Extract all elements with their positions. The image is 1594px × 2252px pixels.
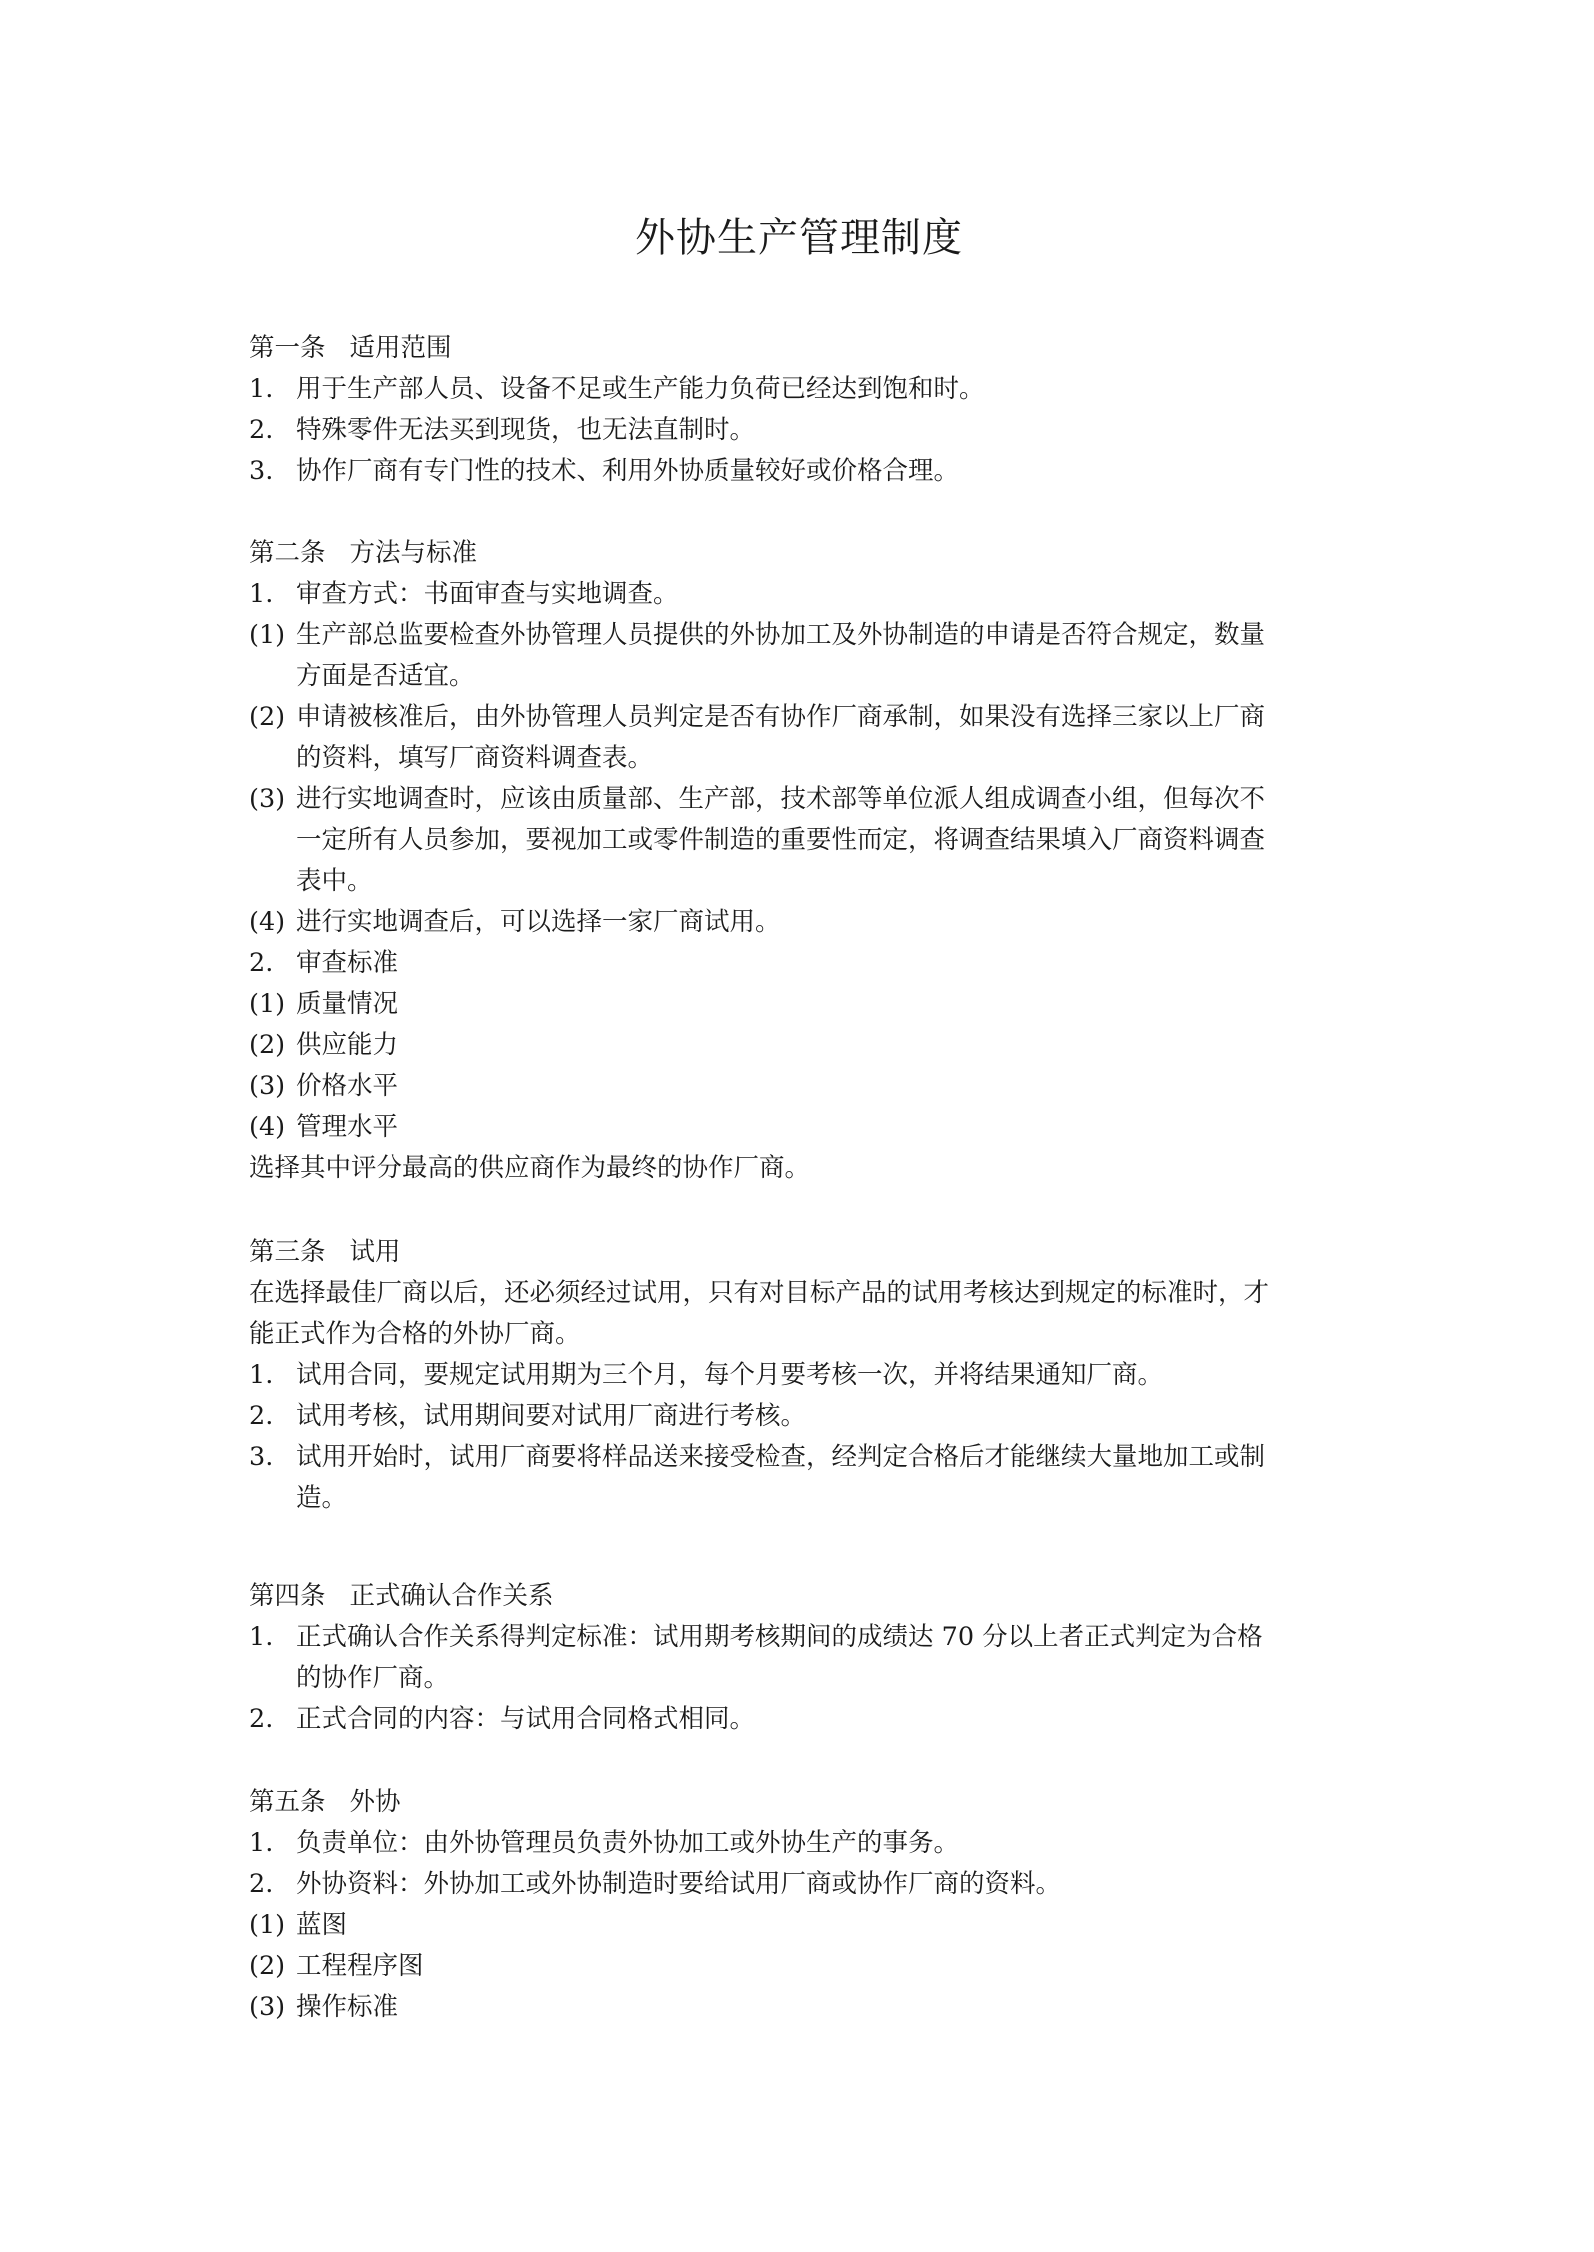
list-marker: (3) xyxy=(249,784,286,814)
list-item-continuation xyxy=(249,1478,1369,1519)
line-text: 申请被核准后，由外协管理人员判定是否有协作厂商承制，如果没有选择三家以上厂商 xyxy=(296,702,1266,732)
list-marker: 3. xyxy=(249,456,274,486)
line-text: 工程程序图 xyxy=(296,1951,424,1981)
list-item xyxy=(249,1396,1369,1437)
line-text: 选择其中评分最高的供应商作为最终的协作厂商。 xyxy=(249,1153,811,1183)
line-text: 供应能力 xyxy=(296,1030,399,1060)
article-3 xyxy=(249,1232,1369,1519)
line-text: 外协资料：外协加工或外协制造时要给试用厂商或协作厂商的资料。 xyxy=(296,1869,1062,1899)
list-marker: (3) xyxy=(249,1071,286,1101)
line-text: 能正式作为合格的外协厂商。 xyxy=(249,1319,581,1349)
article-5 xyxy=(249,1782,1369,2028)
article-heading-text: 方法与标准 xyxy=(349,538,478,568)
list-marker: (4) xyxy=(249,1112,286,1142)
line-text: 负责单位：由外协管理员负责外协加工或外协生产的事务。 xyxy=(296,1828,960,1858)
list-marker: (3) xyxy=(249,1992,286,2022)
line-text: 生产部总监要检查外协管理人员提供的外协加工及外协制造的申请是否符合规定，数量 xyxy=(296,620,1266,650)
line-text: 审查方式：书面审查与实地调查。 xyxy=(296,579,679,609)
list-item xyxy=(249,779,1369,820)
line-text: 蓝图 xyxy=(296,1910,348,1940)
line-text: 试用合同，要规定试用期为三个月，每个月要考核一次，并将结果通知厂商。 xyxy=(296,1360,1164,1390)
list-marker: (2) xyxy=(249,1030,286,1060)
article-heading-text: 正式确认合作关系 xyxy=(349,1581,554,1611)
list-marker: (1) xyxy=(249,620,286,650)
line-text: 正式合同的内容：与试用合同格式相同。 xyxy=(296,1704,756,1734)
list-item xyxy=(249,410,1369,451)
list-item-continuation xyxy=(249,820,1369,861)
line-text: 操作标准 xyxy=(296,1992,399,2022)
list-marker: 2. xyxy=(249,948,274,978)
list-item-continuation xyxy=(249,738,1369,779)
list-marker: 3. xyxy=(249,1442,274,1472)
article-heading xyxy=(249,328,1369,369)
list-item xyxy=(249,1946,1369,1987)
list-marker: (2) xyxy=(249,1951,286,1981)
line-text: 试用考核，试用期间要对试用厂商进行考核。 xyxy=(296,1401,807,1431)
list-item xyxy=(249,369,1369,410)
line-text: 在选择最佳厂商以后，还必须经过试用，只有对目标产品的试用考核达到规定的标准时，才 xyxy=(249,1278,1270,1308)
list-marker: (4) xyxy=(249,907,286,937)
list-item xyxy=(249,1107,1369,1148)
list-item xyxy=(249,984,1369,1025)
article-1 xyxy=(249,328,1369,492)
article-number: 第五条 xyxy=(249,1787,326,1817)
line-text: 一定所有人员参加，要视加工或零件制造的重要性而定，将调查结果填入厂商资料调查 xyxy=(296,825,1266,855)
list-item xyxy=(249,451,1369,492)
article-number: 第三条 xyxy=(249,1237,326,1267)
line-text: 造。 xyxy=(296,1483,348,1513)
article-heading-text: 试用 xyxy=(349,1237,401,1267)
list-item xyxy=(249,1066,1369,1107)
article-2 xyxy=(249,533,1369,1189)
list-marker: (1) xyxy=(249,989,286,1019)
article-number: 第四条 xyxy=(249,1581,326,1611)
article-heading xyxy=(249,1782,1369,1823)
line-text: 质量情况 xyxy=(296,989,399,1019)
article-heading-text: 外协 xyxy=(349,1787,401,1817)
article-heading xyxy=(249,1576,1369,1617)
list-item-continuation xyxy=(249,656,1369,697)
paragraph-line xyxy=(249,1148,1369,1189)
article-heading xyxy=(249,533,1369,574)
article-number: 第一条 xyxy=(249,333,326,363)
line-text: 正式确认合作关系得判定标准：试用期考核期间的成绩达 70 分以上者正式判定为合格 xyxy=(296,1622,1263,1652)
list-marker: 2. xyxy=(249,1401,274,1431)
article-heading-text: 适用范围 xyxy=(349,333,452,363)
list-item xyxy=(249,574,1369,615)
line-text: 特殊零件无法买到现货，也无法直制时。 xyxy=(296,415,756,445)
line-text: 方面是否适宜。 xyxy=(296,661,475,691)
list-marker: 1. xyxy=(249,374,274,404)
line-text: 的资料，填写厂商资料调查表。 xyxy=(296,743,654,773)
article-4 xyxy=(249,1576,1369,1740)
list-marker: 1. xyxy=(249,1828,274,1858)
list-item xyxy=(249,1437,1369,1478)
line-text: 价格水平 xyxy=(296,1071,399,1101)
paragraph-line xyxy=(249,1273,1369,1314)
line-text: 试用开始时，试用厂商要将样品送来接受检查，经判定合格后才能继续大量地加工或制 xyxy=(296,1442,1266,1472)
list-item xyxy=(249,902,1369,943)
list-item xyxy=(249,615,1369,656)
line-text: 的协作厂商。 xyxy=(296,1663,450,1693)
line-text: 进行实地调查时，应该由质量部、生产部，技术部等单位派人组成调查小组，但每次不 xyxy=(296,784,1266,814)
paragraph-line xyxy=(249,1314,1369,1355)
line-text: 管理水平 xyxy=(296,1112,399,1142)
list-item-continuation xyxy=(249,861,1369,902)
list-item xyxy=(249,1864,1369,1905)
list-marker: 1. xyxy=(249,1622,274,1652)
line-text: 协作厂商有专门性的技术、利用外协质量较好或价格合理。 xyxy=(296,456,960,486)
list-marker: (1) xyxy=(249,1910,286,1940)
list-item xyxy=(249,1355,1369,1396)
list-item xyxy=(249,1025,1369,1066)
list-item xyxy=(249,1699,1369,1740)
line-text: 用于生产部人员、设备不足或生产能力负荷已经达到饱和时。 xyxy=(296,374,985,404)
list-item xyxy=(249,1987,1369,2028)
list-marker: 1. xyxy=(249,579,274,609)
list-marker: (2) xyxy=(249,702,286,732)
line-text: 表中。 xyxy=(296,866,373,896)
list-marker: 1. xyxy=(249,1360,274,1390)
list-item xyxy=(249,1617,1369,1658)
list-marker: 2. xyxy=(249,1869,274,1899)
list-marker: 2. xyxy=(249,415,274,445)
list-item xyxy=(249,1905,1369,1946)
list-marker: 2. xyxy=(249,1704,274,1734)
list-item xyxy=(249,1823,1369,1864)
article-heading xyxy=(249,1232,1369,1273)
list-item xyxy=(249,943,1369,984)
document-title: 外协生产管理制度 xyxy=(635,215,963,261)
line-text: 进行实地调查后，可以选择一家厂商试用。 xyxy=(296,907,781,937)
article-number: 第二条 xyxy=(249,538,326,568)
list-item xyxy=(249,697,1369,738)
line-text: 审查标准 xyxy=(296,948,399,978)
list-item-continuation xyxy=(249,1658,1369,1699)
